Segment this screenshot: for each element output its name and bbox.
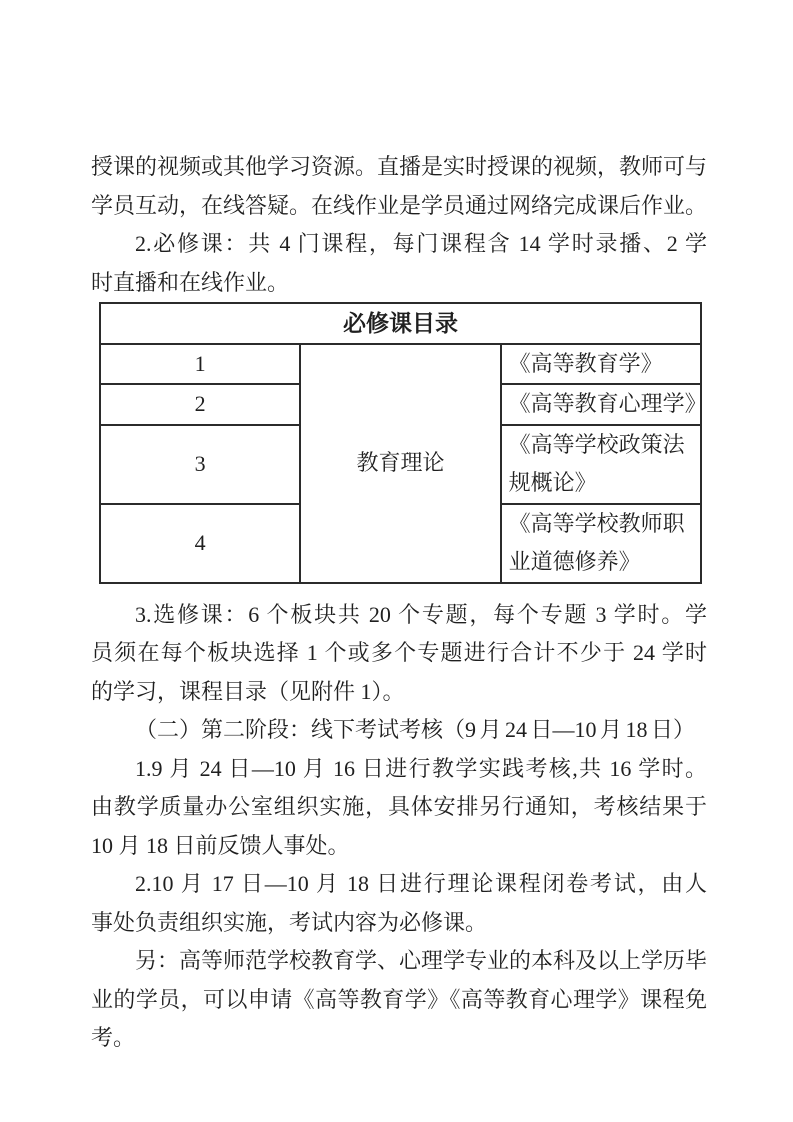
paragraph-line: 业的学员，可以申请《高等教育学》《高等教育心理学》课程免 [91,986,707,1012]
paragraph-line: 2.10 月 17 日—10 月 18 日进行理论课程闭卷考试，由人 [135,871,707,896]
paragraph-elective-courses [91,596,707,712]
table-header-row [100,303,701,344]
required-courses-table [99,302,707,584]
row-number-cell: 2 [100,384,300,425]
paragraph-line: （二）第二阶段：线下考试考核（9 月 24 日—10 月 18 日） [135,717,696,742]
paragraph-line: 另：高等师范学校教育学、心理学专业的本科及以上学历毕 [135,948,708,973]
table-title: 必修课目录 [100,303,701,344]
paragraph-line: 由教学质量办公室组织实施，具体安排另行通知，考核结果于 [91,794,707,819]
paragraph-line: 10 月 18 日前反馈人事处。 [91,832,350,858]
paragraph-line: 事处负责组织实施，考试内容为必修课。 [91,909,488,935]
row-number-cell: 3 [100,425,300,504]
table-row [100,344,701,385]
paragraph-line: 时直播和在线作业。 [91,269,290,295]
row-number-cell: 4 [100,504,300,583]
course-name-cell: 《高等学校教师职业道德修养》 [501,504,701,583]
paragraph-line: 的学习，课程目录（见附件 1）。 [91,678,405,704]
paragraph-exemption-note [91,942,707,1058]
paragraph-line: 学员互动，在线答疑。在线作业是学员通过网络完成课后作业。 [91,192,708,218]
paragraph-stage-two-heading [91,711,707,750]
document-body [91,148,707,1058]
course-name-cell: 《高等教育学》 [501,344,701,385]
course-name-cell: 《高等教育心理学》 [501,384,701,425]
paragraph-line: 3.选修课：6 个板块共 20 个专题，每个专题 3 学时。学 [135,601,707,627]
paragraph-required-courses [91,225,707,302]
course-name-cell: 《高等学校政策法规概论》 [501,425,701,504]
paragraph-practice-assessment [91,750,707,866]
category-cell: 教育理论 [300,344,500,583]
paragraph-line: 员须在每个板块选择 1 个或多个专题进行合计不少于 24 学时 [91,640,707,665]
row-number-cell: 1 [100,344,300,385]
paragraph-line: 1.9 月 24 日—10 月 16 日进行教学实践考核,共 16 学时。 [135,755,707,781]
paragraph-line: 考。 [91,1025,136,1050]
paragraph-online-learning [91,148,707,225]
paragraph-written-exam [91,865,707,942]
paragraph-line: 授课的视频或其他学习资源。直播是实时授课的视频，教师可与 [91,154,708,179]
paragraph-line: 2.必修课：共 4 门课程，每门课程含 14 学时录播、2 学 [135,231,707,256]
